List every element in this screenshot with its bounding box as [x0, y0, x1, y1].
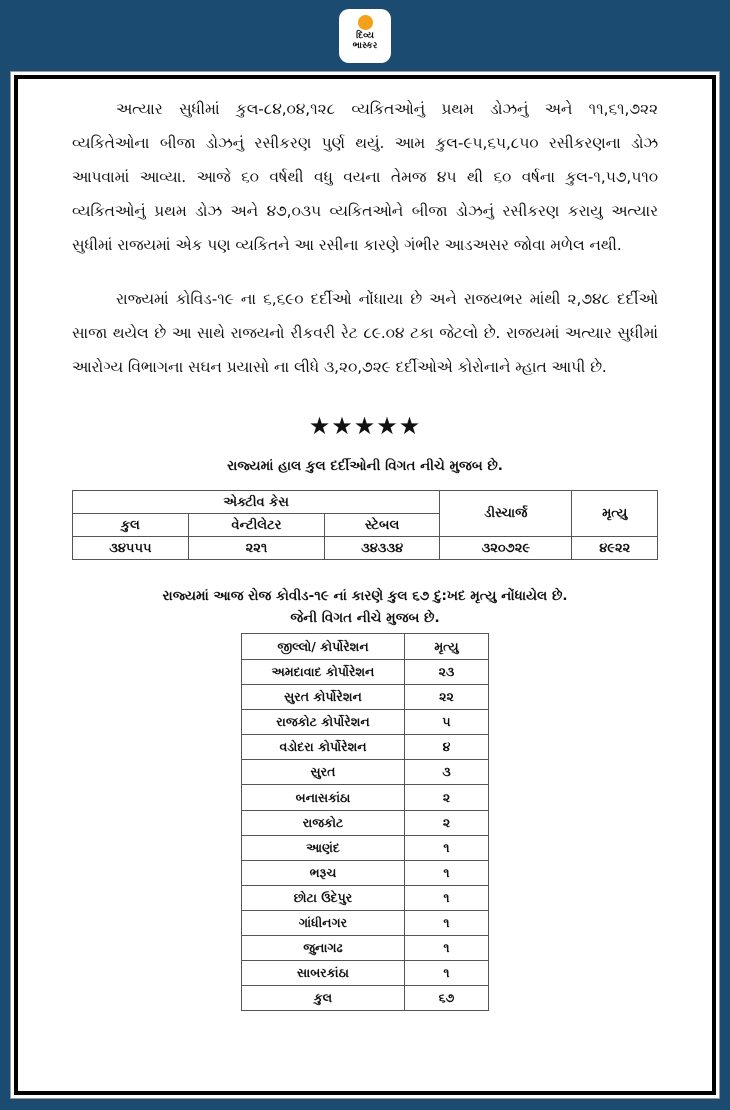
logo-line-2: ભાસ્કર	[352, 41, 378, 51]
district-name: વડોદરા કોર્પોરેશન	[242, 735, 405, 760]
total-row	[242, 986, 489, 1011]
deaths-subheading: જેની વિગત નીચે મુજબ છે.	[290, 610, 440, 626]
table-row	[242, 685, 489, 710]
district-name: ગાંધીનગર	[242, 910, 405, 935]
table-row	[242, 710, 489, 735]
stable-value: ૩૪૩૩૪	[325, 537, 440, 560]
district-deaths: ૧	[405, 885, 489, 910]
table-row	[242, 860, 489, 885]
table-row	[242, 961, 489, 986]
district-deaths: ૧	[405, 910, 489, 935]
district-deaths: ૧	[405, 835, 489, 860]
patient-summary-table	[72, 490, 658, 560]
district-deaths: ૧	[405, 860, 489, 885]
district-deaths-table	[241, 633, 489, 1011]
divya-bhaskar-logo	[339, 9, 391, 63]
discharge-header: ડીસ્ચાર્જ	[440, 491, 572, 537]
table-row	[242, 810, 489, 835]
district-name: રાજકોટ કોર્પોરેશન	[242, 710, 405, 735]
recovery-paragraph: રાજ્યમાં કોવિડ-૧૯ ના ૬,૬૯૦ દર્દીઓ નોંધાયા છે અને રાજયભર માંથી ૨,૭૪૮ દર્દીઓ સાજા થયેલ છે આ સાથે રાજયનો રીકવરી રેટ ૮૯.૦૪ ટકા જેટલો છે. રાજયમાં અત્યાર સુધીમાં આરોગ્ય વિભાગના સઘન પ્રયાસો ના લીધે ૩,૨૦,૭૨૯ દર્દીઓએ કોરોનાને મ્હાત આપી છે.	[72, 290, 658, 376]
table-row	[73, 537, 658, 560]
district-name: બનાસકાંઠા	[242, 785, 405, 810]
district-name: જુનાગઢ	[242, 936, 405, 961]
district-name: અમદાવાદ કોર્પોરેશન	[242, 660, 405, 685]
table-row	[242, 760, 489, 785]
district-deaths: ૨	[405, 810, 489, 835]
district-deaths: ૪	[405, 735, 489, 760]
table-row	[242, 785, 489, 810]
summary-heading: રાજ્યમાં હાલ કુલ દર્દીઓની વિગત નીચે મુજબ છે.	[227, 458, 503, 474]
district-deaths: ૨૨	[405, 685, 489, 710]
district-name: ભરૂચ	[242, 860, 405, 885]
sun-icon	[358, 15, 373, 30]
discharge-value: ૩૨૦૭૨૯	[440, 537, 572, 560]
district-column-header: જીલ્લો/ કોર્પોરેશન	[242, 634, 405, 660]
district-name: સાબરકાંઠા	[242, 961, 405, 986]
logo-line-1: દિવ્ય	[356, 31, 374, 41]
vaccination-paragraph: અત્યાર સુધીમાં કુલ-૮૪,૦૪,૧૨૮ વ્યકિતઓનું પ્રથમ ડોઝનું અને ૧૧,૬૧,૭૨૨ વ્યકિતેઓના બીજા ડોઝનું રસીકરણ પુર્ણ થયું. આમ કુલ-૯૫,૬૫,૮૫૦ રસીકરણના ડોઝ આપવામાં આવ્યા. આજે ૬૦ વર્ષથી વધુ વયના તેમજ ૪૫ થી ૬૦ વર્ષના કુલ-૧,૫૭,૫૧૦ વ્યકિતઓનું પ્રથમ ડોઝ અને ૪૭,૦૩૫ વ્યકિતઓને બીજા ડોઝનું રસીકરણ કરાયુ અત્યાર સુધીમાં રાજયમાં એક પણ વ્યકિતને આ રસીના કારણે ગંભીર આડઅસર જોવા મળેલ નથી.	[72, 100, 658, 254]
district-deaths: ૧	[405, 936, 489, 961]
deaths-heading: રાજ્યમાં આજ રોજ કોવીડ-૧૯ નાં કારણે કુલ ૬૭ દુ:ખદ મૃત્યુ નોંધાયેલ છે.	[162, 588, 568, 604]
deaths-header: મૃત્યુ	[572, 491, 658, 537]
district-name: સુરત કોર્પોરેશન	[242, 685, 405, 710]
table-row	[242, 660, 489, 685]
total-label: કુલ	[242, 986, 405, 1011]
table-row	[242, 735, 489, 760]
stable-header: સ્ટેબલ	[325, 514, 440, 537]
ventilator-value: ૨૨૧	[188, 537, 324, 560]
district-name: સુરત	[242, 760, 405, 785]
active-cases-header: એક્ટીવ કેસ	[73, 491, 440, 514]
table-row	[242, 835, 489, 860]
district-deaths: ૨૩	[405, 660, 489, 685]
district-name: છોટા ઉદેપુર	[242, 885, 405, 910]
deaths-value: ૪૯૨૨	[572, 537, 658, 560]
district-deaths: ૫	[405, 710, 489, 735]
table-row	[242, 885, 489, 910]
total-deaths: ૬૭	[405, 986, 489, 1011]
district-deaths: ૨	[405, 785, 489, 810]
total-header: કુલ	[73, 514, 189, 537]
district-name: આણંદ	[242, 835, 405, 860]
table-row	[242, 936, 489, 961]
district-name: રાજકોટ	[242, 810, 405, 835]
table-row	[242, 910, 489, 935]
district-deaths: ૩	[405, 760, 489, 785]
district-deaths: ૧	[405, 961, 489, 986]
ventilator-header: વેન્ટીલેટર	[188, 514, 324, 537]
star-divider: ★★★★★	[308, 412, 422, 440]
total-value: ૩૪૫૫૫	[73, 537, 189, 560]
deaths-column-header: મૃત્યુ	[405, 634, 489, 660]
